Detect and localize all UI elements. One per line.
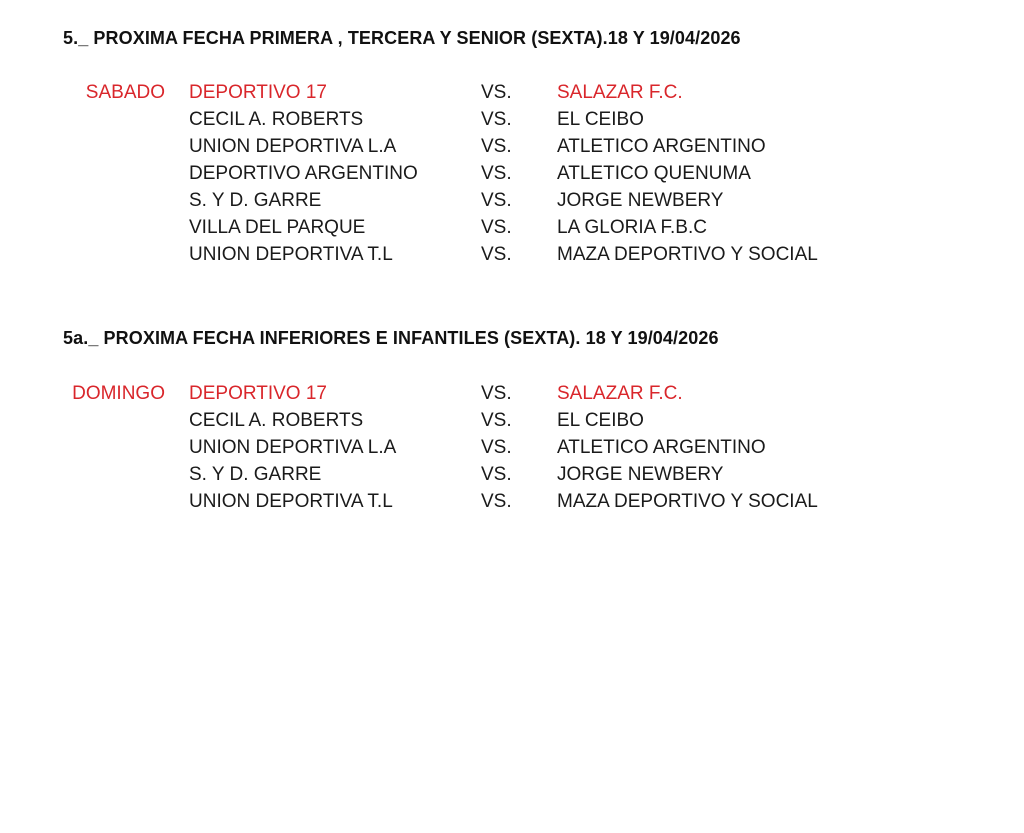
match-row (0, 488, 1024, 515)
home-team: DEPORTIVO 17 (189, 82, 327, 103)
away-team: ATLETICO ARGENTINO (557, 437, 766, 458)
vs-label: VS. (481, 437, 512, 458)
home-team: S. Y D. GARRE (189, 190, 322, 211)
home-team: UNION DEPORTIVA T.L (189, 491, 393, 512)
away-team: EL CEIBO (557, 109, 644, 130)
match-row (0, 187, 1024, 214)
vs-label: VS. (481, 383, 512, 404)
away-team: MAZA DEPORTIVO Y SOCIAL (557, 491, 818, 512)
match-row (0, 461, 1024, 488)
match-row (0, 133, 1024, 160)
vs-label: VS. (481, 190, 512, 211)
match-row (0, 79, 1024, 106)
home-team: VILLA DEL PARQUE (189, 217, 366, 238)
match-row (0, 160, 1024, 187)
vs-label: VS. (481, 491, 512, 512)
match-row (0, 380, 1024, 407)
vs-label: VS. (481, 82, 512, 103)
match-row (0, 241, 1024, 268)
vs-label: VS. (481, 464, 512, 485)
match-day-label: DOMINGO (72, 383, 165, 404)
away-team: ATLETICO ARGENTINO (557, 136, 766, 157)
away-team: LA GLORIA F.B.C (557, 217, 707, 238)
home-team: UNION DEPORTIVA L.A (189, 437, 397, 458)
match-row (0, 434, 1024, 461)
vs-label: VS. (481, 136, 512, 157)
section-title: 5a._ PROXIMA FECHA INFERIORES E INFANTILES (SEXTA). 18 Y 19/04/2026 (63, 328, 719, 348)
away-team: SALAZAR F.C. (557, 82, 683, 103)
match-row (0, 407, 1024, 434)
home-team: CECIL A. ROBERTS (189, 410, 364, 431)
home-team: UNION DEPORTIVA T.L (189, 244, 393, 265)
home-team: S. Y D. GARRE (189, 464, 322, 485)
home-team: CECIL A. ROBERTS (189, 109, 364, 130)
home-team: UNION DEPORTIVA L.A (189, 136, 397, 157)
vs-label: VS. (481, 217, 512, 238)
away-team: ATLETICO QUENUMA (557, 163, 751, 184)
section-title: 5._ PROXIMA FECHA PRIMERA , TERCERA Y SENIOR (SEXTA).18 Y 19/04/2026 (63, 28, 741, 48)
home-team: DEPORTIVO ARGENTINO (189, 163, 418, 184)
away-team: SALAZAR F.C. (557, 383, 683, 404)
vs-label: VS. (481, 163, 512, 184)
vs-label: VS. (481, 109, 512, 130)
away-team: MAZA DEPORTIVO Y SOCIAL (557, 244, 818, 265)
home-team: DEPORTIVO 17 (189, 383, 327, 404)
away-team: JORGE NEWBERY (557, 190, 724, 211)
match-row (0, 106, 1024, 133)
away-team: JORGE NEWBERY (557, 464, 724, 485)
match-row (0, 214, 1024, 241)
away-team: EL CEIBO (557, 410, 644, 431)
vs-label: VS. (481, 244, 512, 265)
vs-label: VS. (481, 410, 512, 431)
match-day-label: SABADO (85, 82, 165, 103)
